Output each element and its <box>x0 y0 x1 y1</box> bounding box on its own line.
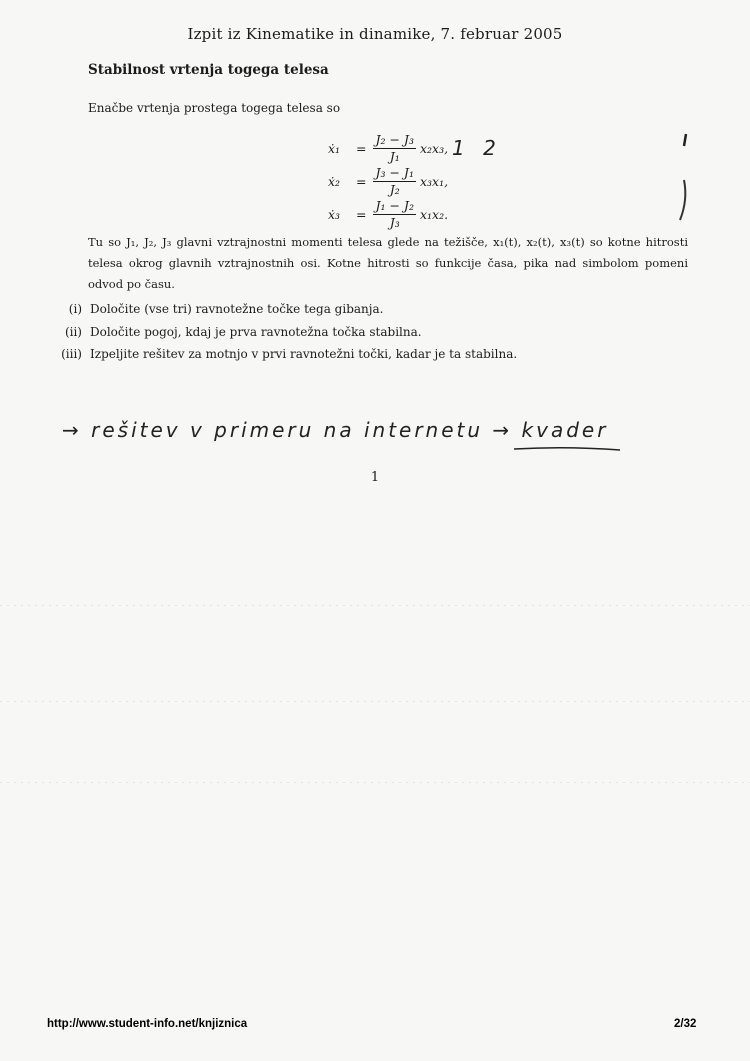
task-item-3 <box>56 347 517 361</box>
equation-rest: x₁x₂. <box>419 207 449 222</box>
task-item-1 <box>56 302 383 316</box>
exam-title: Izpit iz Kinematike in dinamike, 7. februar 2005 <box>187 25 563 43</box>
fraction <box>373 133 415 164</box>
margin-note: 1 2 <box>452 136 502 160</box>
equation-rest: x₃x₁, <box>419 174 449 189</box>
equation-lhs: ẋ₂ <box>328 174 341 189</box>
scan-noise <box>0 782 750 783</box>
handwritten-note: → rešitev v primeru na internetu → kvader <box>62 418 609 442</box>
footer-page: 2/32 <box>674 1018 697 1030</box>
task-item-2 <box>56 325 422 339</box>
fraction <box>373 199 415 230</box>
fraction-numerator: J₁ − J₂ <box>375 198 414 213</box>
task-text: Izpeljite rešitev za motnjo v prvi ravnotežni točki, kadar je ta stabilna. <box>90 347 518 361</box>
scan-noise <box>0 701 750 702</box>
fraction-numerator: J₃ − J₁ <box>375 165 414 180</box>
scan-mark <box>672 130 692 230</box>
body-paragraph: Tu so J₁, J₂, J₃ glavni vztrajnostni momenti telesa glede na težišče, x₁(t), x₂(t), x₃(t) so kotne hitrosti telesa okrog glavnih vztrajnostnih osi. Kotne hitrosti so funkcije časa, pika nad simbolom pomeni odvod po času. <box>88 235 688 291</box>
footer-url[interactable]: http://www.student-info.net/knjiznica <box>47 1018 248 1030</box>
equation-lhs: ẋ₁ <box>328 141 341 156</box>
fraction-numerator: J₂ − J₃ <box>375 132 414 147</box>
equation-1 <box>328 133 448 164</box>
equation-2 <box>328 166 448 197</box>
task-label: (i) <box>68 302 82 316</box>
equals-sign: = <box>356 174 367 189</box>
fraction-denominator: J₃ <box>389 215 400 230</box>
task-text: Določite (vse tri) ravnotežne točke tega gibanja. <box>90 302 384 316</box>
intro-text: Enačbe vrtenja prostega togega telesa so <box>88 101 341 115</box>
section-heading: Stabilnost vrtenja togega telesa <box>88 62 329 78</box>
task-label: (ii) <box>64 325 82 339</box>
equation-3 <box>328 199 448 230</box>
fraction-denominator: J₁ <box>389 149 400 164</box>
handwritten-underline <box>512 446 622 452</box>
task-text: Določite pogoj, kdaj je prva ravnotežna točka stabilna. <box>90 325 422 339</box>
equals-sign: = <box>356 207 367 222</box>
task-label: (iii) <box>61 347 82 361</box>
equation-lhs: ẋ₃ <box>328 207 341 222</box>
scan-noise <box>0 605 750 606</box>
equals-sign: = <box>356 141 367 156</box>
fraction-denominator: J₂ <box>389 182 400 197</box>
page-number: 1 <box>370 470 380 485</box>
fraction <box>373 166 415 197</box>
equation-rest: x₂x₃, <box>419 141 449 156</box>
